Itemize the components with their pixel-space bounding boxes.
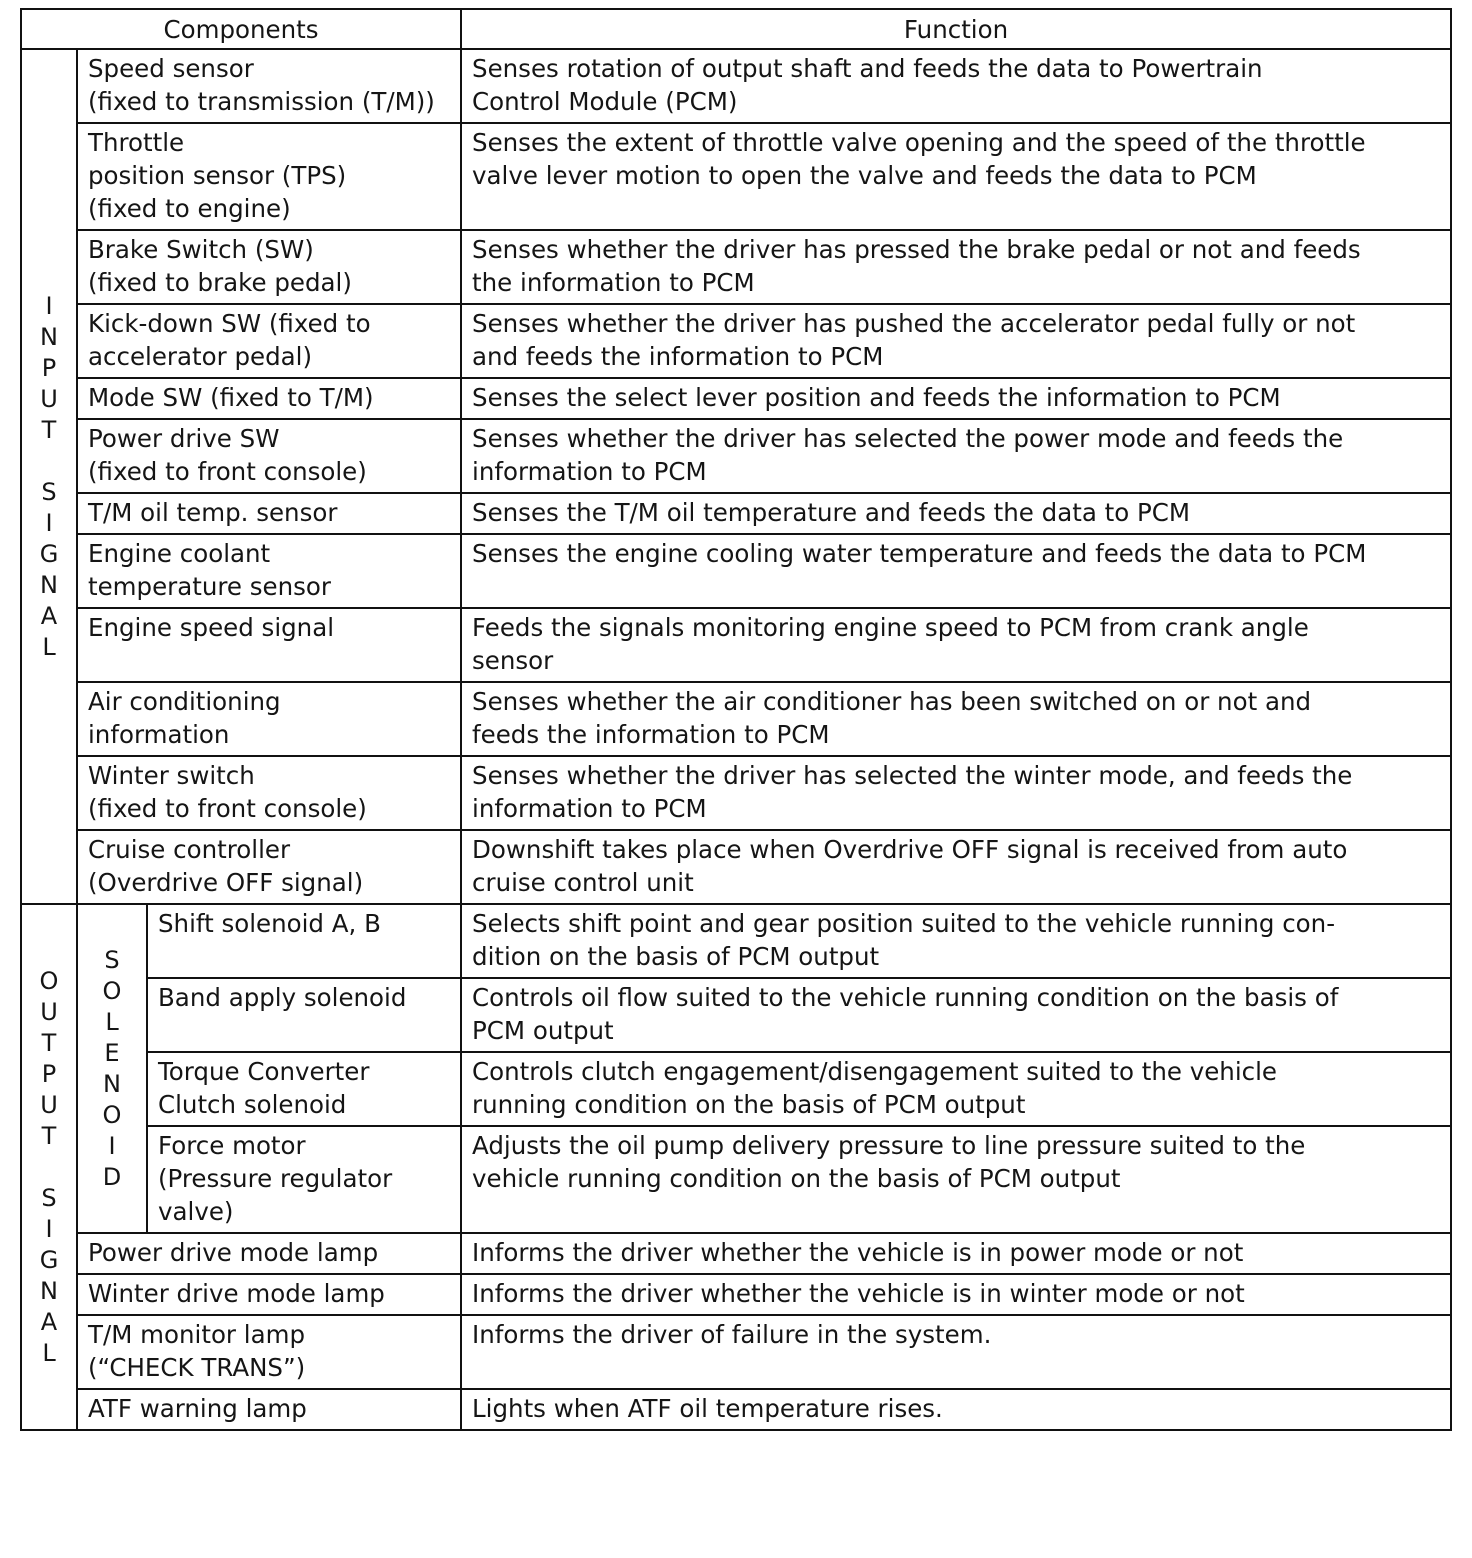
solenoid-label-letter: O (102, 1100, 122, 1129)
function-cell (461, 419, 1451, 493)
table-row (21, 123, 1451, 230)
table-row (21, 1233, 1451, 1274)
output-signal-label-letter: A (40, 1307, 58, 1336)
function-cell-line: Feeds the signals monitoring engine speed to PCM from crank angle (472, 613, 1309, 642)
table-row (21, 756, 1451, 830)
component-cell (77, 682, 461, 756)
table-row (21, 304, 1451, 378)
function-cell-line: valve lever motion to open the valve and feeds the data to PCM (472, 161, 1257, 190)
table-row (21, 1389, 1451, 1430)
component-cell-line: Engine speed signal (88, 613, 335, 642)
component-cell-line: position sensor (TPS) (88, 161, 347, 190)
output-signal-label-letter: G (39, 1245, 59, 1274)
table-row (21, 1274, 1451, 1315)
table-row (21, 608, 1451, 682)
function-cell-line: information to PCM (472, 794, 707, 823)
component-cell-line: (fixed to engine) (88, 194, 291, 223)
input-signal-label-letter: L (42, 632, 56, 661)
input-signal-label-letter: U (40, 384, 58, 413)
solenoid-label-letter: S (104, 945, 120, 974)
function-cell (461, 534, 1451, 608)
table-row (21, 904, 1451, 978)
function-cell (461, 230, 1451, 304)
output-signal-label-letter: P (41, 1059, 57, 1088)
component-cell-line: Force motor (158, 1131, 306, 1160)
component-cell (77, 1389, 461, 1430)
component-cell-line: (Pressure regulator (158, 1164, 393, 1193)
function-cell-line: Selects shift point and gear position suited to the vehicle running con- (472, 909, 1336, 938)
solenoid-label-letter: L (105, 1007, 119, 1036)
function-cell-line: Senses the select lever position and feeds the information to PCM (472, 383, 1281, 412)
component-cell-line: Brake Switch (SW) (88, 235, 314, 264)
function-cell-line: information to PCM (472, 457, 707, 486)
function-cell (461, 608, 1451, 682)
table-row (21, 1126, 1451, 1233)
table-header-row (21, 9, 1451, 49)
solenoid-label-letter: N (103, 1069, 121, 1098)
output-signal-label-spacer (22, 1152, 76, 1183)
component-cell (77, 1233, 461, 1274)
function-cell (461, 904, 1451, 978)
component-cell-line: accelerator pedal) (88, 342, 313, 371)
header-function: Function (461, 9, 1451, 49)
function-cell (461, 493, 1451, 534)
function-cell-line: Senses the extent of throttle valve opening and the speed of the throttle (472, 128, 1366, 157)
input-signal-label-letter: T (41, 415, 57, 444)
output-signal-label-letter: U (40, 1090, 58, 1119)
component-cell-line: temperature sensor (88, 572, 331, 601)
component-cell-line: Throttle (88, 128, 185, 157)
function-cell (461, 978, 1451, 1052)
components-function-table (20, 8, 1452, 1431)
component-cell (77, 304, 461, 378)
component-cell-line: T/M oil temp. sensor (88, 498, 338, 527)
component-cell (77, 378, 461, 419)
solenoid-label-letter: O (102, 976, 122, 1005)
function-cell (461, 1274, 1451, 1315)
function-cell (461, 1233, 1451, 1274)
solenoid-label (77, 904, 147, 1233)
function-cell-line: Controls oil flow suited to the vehicle running condition on the basis of (472, 983, 1339, 1012)
input-signal-label-letter: N (40, 322, 58, 351)
table-row (21, 378, 1451, 419)
function-cell-line: Senses the engine cooling water temperature and feeds the data to PCM (472, 539, 1367, 568)
function-cell-line: vehicle running condition on the basis of PCM output (472, 1164, 1121, 1193)
input-signal-label-letter: S (41, 477, 57, 506)
component-cell-line: (fixed to brake pedal) (88, 268, 352, 297)
component-cell-line: T/M monitor lamp (88, 1320, 306, 1349)
function-cell-line: Control Module (PCM) (472, 87, 738, 116)
solenoid-label-letter: I (108, 1131, 116, 1160)
function-cell (461, 1126, 1451, 1233)
function-cell-line: Lights when ATF oil temperature rises. (472, 1394, 943, 1423)
function-cell-line: Adjusts the oil pump delivery pressure to line pressure suited to the (472, 1131, 1306, 1160)
function-cell-line: PCM output (472, 1016, 614, 1045)
table-row (21, 682, 1451, 756)
function-cell-line: Downshift takes place when Overdrive OFF signal is received from auto (472, 835, 1348, 864)
component-cell (77, 230, 461, 304)
component-cell (147, 904, 461, 978)
component-cell-line: Power drive SW (88, 424, 280, 453)
table-row (21, 230, 1451, 304)
function-cell-line: Senses whether the driver has selected the power mode and feeds the (472, 424, 1344, 453)
function-cell-line: Senses the T/M oil temperature and feeds the data to PCM (472, 498, 1191, 527)
component-cell-line: (fixed to transmission (T/M)) (88, 87, 435, 116)
function-cell (461, 830, 1451, 904)
function-cell (461, 682, 1451, 756)
output-signal-label-letter: O (39, 966, 59, 995)
function-cell (461, 1389, 1451, 1430)
component-cell (77, 1315, 461, 1389)
component-cell-line: Air conditioning (88, 687, 281, 716)
component-cell (77, 493, 461, 534)
output-signal-label-letter: U (40, 997, 58, 1026)
function-cell-line: sensor (472, 646, 554, 675)
input-signal-label-letter: G (39, 539, 59, 568)
component-cell-line: Mode SW (fixed to T/M) (88, 383, 374, 412)
component-cell-line: valve) (158, 1197, 234, 1226)
output-signal-label-letter: T (41, 1028, 57, 1057)
component-cell (77, 830, 461, 904)
component-cell-line: (fixed to front console) (88, 794, 367, 823)
function-cell-line: Informs the driver of failure in the system. (472, 1320, 992, 1349)
component-cell (77, 123, 461, 230)
component-cell (77, 49, 461, 123)
component-cell-line: ATF warning lamp (88, 1394, 307, 1423)
function-cell-line: feeds the information to PCM (472, 720, 830, 749)
component-cell (147, 1052, 461, 1126)
table-row (21, 419, 1451, 493)
function-cell (461, 378, 1451, 419)
header-components: Components (21, 9, 461, 49)
function-cell (461, 756, 1451, 830)
component-cell-line: Cruise controller (88, 835, 291, 864)
component-cell (77, 534, 461, 608)
output-signal-label-letter: S (41, 1183, 57, 1212)
solenoid-label-letter: E (104, 1038, 120, 1067)
function-cell-line: running condition on the basis of PCM output (472, 1090, 1026, 1119)
component-cell-line: Engine coolant (88, 539, 271, 568)
function-cell-line: Senses whether the driver has selected the winter mode, and feeds the (472, 761, 1353, 790)
component-cell (77, 608, 461, 682)
output-signal-label-letter: N (40, 1276, 58, 1305)
output-signal-label-letter: T (41, 1121, 57, 1150)
input-signal-label-letter: N (40, 570, 58, 599)
component-cell-line: Kick-down SW (fixed to (88, 309, 371, 338)
input-signal-label-letter: I (45, 291, 53, 320)
component-cell-line: (“CHECK TRANS”) (88, 1353, 306, 1382)
function-cell-line: Informs the driver whether the vehicle is in winter mode or not (472, 1279, 1245, 1308)
component-cell (77, 756, 461, 830)
components-table-wrapper (20, 8, 1450, 1431)
component-cell-line: Band apply solenoid (158, 983, 407, 1012)
input-signal-label-letter: A (40, 601, 58, 630)
table-row (21, 493, 1451, 534)
function-cell (461, 49, 1451, 123)
table-row (21, 978, 1451, 1052)
component-cell-line: Shift solenoid A, B (158, 909, 381, 938)
function-cell-line: cruise control unit (472, 868, 694, 897)
function-cell-line: Senses whether the air conditioner has been switched on or not and (472, 687, 1312, 716)
component-cell (77, 1274, 461, 1315)
function-cell-line: Controls clutch engagement/disengagement suited to the vehicle (472, 1057, 1277, 1086)
function-cell (461, 1315, 1451, 1389)
table-row (21, 1315, 1451, 1389)
component-cell-line: (fixed to front console) (88, 457, 367, 486)
input-signal-label-spacer (22, 446, 76, 477)
component-cell (147, 978, 461, 1052)
table-row (21, 1052, 1451, 1126)
input-signal-label-letter: I (45, 508, 53, 537)
component-cell-line: Clutch solenoid (158, 1090, 347, 1119)
component-cell-line: Torque Converter (158, 1057, 370, 1086)
function-cell-line: Informs the driver whether the vehicle is in power mode or not (472, 1238, 1244, 1267)
table-body (21, 49, 1451, 1430)
output-signal-label (21, 904, 77, 1430)
component-cell-line: Winter drive mode lamp (88, 1279, 385, 1308)
function-cell-line: the information to PCM (472, 268, 755, 297)
component-cell-line: Winter switch (88, 761, 255, 790)
function-cell-line: Senses rotation of output shaft and feeds the data to Powertrain (472, 54, 1263, 83)
output-signal-label-letter: I (45, 1214, 53, 1243)
component-cell-line: Power drive mode lamp (88, 1238, 379, 1267)
function-cell-line: and feeds the information to PCM (472, 342, 884, 371)
solenoid-label-letter: D (102, 1162, 122, 1191)
table-row (21, 534, 1451, 608)
function-cell (461, 123, 1451, 230)
component-cell (147, 1126, 461, 1233)
function-cell-line: Senses whether the driver has pushed the accelerator pedal fully or not (472, 309, 1356, 338)
input-signal-label (21, 49, 77, 904)
output-signal-label-letter: L (42, 1338, 56, 1367)
table-row (21, 49, 1451, 123)
component-cell (77, 419, 461, 493)
input-signal-label-letter: P (41, 353, 57, 382)
component-cell-line: (Overdrive OFF signal) (88, 868, 364, 897)
function-cell (461, 1052, 1451, 1126)
function-cell (461, 304, 1451, 378)
component-cell-line: information (88, 720, 230, 749)
function-cell-line: Senses whether the driver has pressed the brake pedal or not and feeds (472, 235, 1361, 264)
function-cell-line: dition on the basis of PCM output (472, 942, 880, 971)
table-row (21, 830, 1451, 904)
component-cell-line: Speed sensor (88, 54, 254, 83)
